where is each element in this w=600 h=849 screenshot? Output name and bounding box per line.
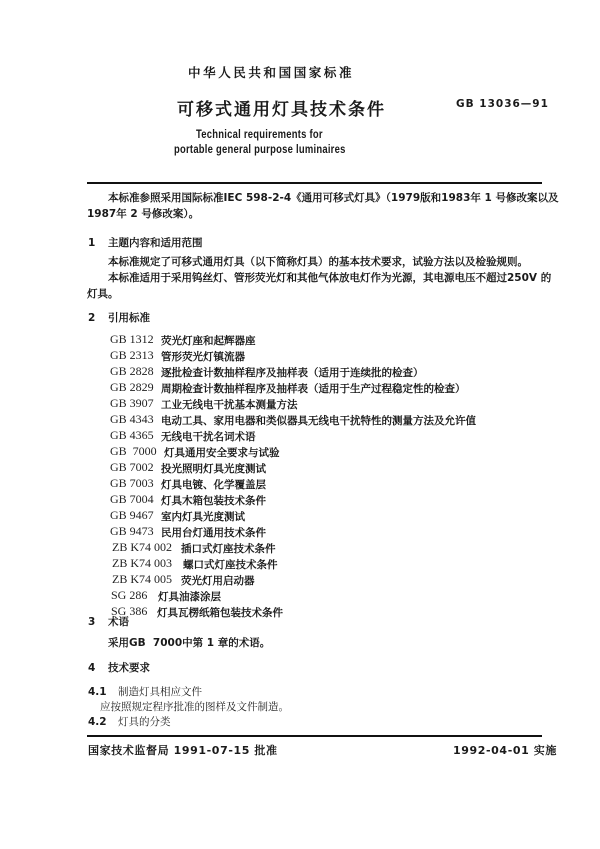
- reference-title: 无线电干扰名词术语: [161, 431, 256, 443]
- implementation-date: 1992-04-01 实施: [453, 744, 557, 757]
- subsection-4-1-text: 应按照规定程序批准的图样及文件制造。: [100, 701, 289, 713]
- reference-code: GB 2828: [110, 364, 154, 378]
- approval-date: 国家技术监督局 1991-07-15 批准: [88, 744, 278, 757]
- reference-title: 投光照明灯具光度测试: [161, 463, 266, 475]
- reference-title: 螺口式灯座技术条件: [183, 559, 278, 571]
- reference-code: GB 4365: [110, 428, 154, 442]
- reference-title: 灯具瓦楞纸箱包装技术条件: [157, 607, 283, 619]
- reference-title: 灯具木箱包装技术条件: [161, 495, 266, 507]
- reference-title: 工业无线电干扰基本测量方法: [161, 399, 298, 411]
- section-1-para-3: 灯具。: [87, 288, 119, 300]
- reference-title: 荧光灯座和起辉器座: [161, 335, 256, 347]
- top-divider: [87, 182, 542, 184]
- national-standard-label: 中华人民共和国国家标准: [188, 65, 355, 80]
- section-number: 2: [88, 312, 96, 324]
- subsection-4-2-heading: [88, 714, 171, 729]
- subsection-number: 4.1: [88, 686, 107, 698]
- subsection-title: 灯具的分类: [118, 716, 171, 728]
- reference-code: SG 386: [111, 604, 148, 618]
- reference-code: GB 2829: [110, 380, 154, 394]
- section-number: 3: [88, 616, 96, 628]
- reference-code: ZB K74 005: [112, 572, 172, 586]
- subsection-number: 4.2: [88, 716, 107, 728]
- reference-code: GB 9467: [110, 508, 154, 522]
- reference-code: GB 1312: [110, 332, 154, 346]
- intro-line-2: 1987年 2 号修改案）。: [87, 208, 200, 220]
- page-title: 可移式通用灯具技术条件: [177, 100, 386, 120]
- section-1-para-1: 本标准规定了可移式通用灯具（以下简称灯具）的基本技术要求，试验方法以及检验规则。: [108, 256, 528, 268]
- reference-title: 灯具油漆涂层: [158, 591, 221, 603]
- section-3-heading: [88, 614, 129, 629]
- reference-code: SG 286: [111, 588, 148, 602]
- reference-title: 插口式灯座技术条件: [181, 543, 276, 555]
- section-4-heading: [88, 660, 150, 675]
- reference-code: GB 7003: [110, 476, 154, 490]
- section-title: 引用标准: [108, 312, 150, 324]
- reference-code: ZB K74 002: [112, 540, 172, 554]
- reference-code: GB 7004: [110, 492, 154, 506]
- reference-title: 电动工具、家用电器和类似器具无线电干扰特性的测量方法及允许值: [161, 415, 476, 427]
- reference-code: GB 7000: [110, 444, 157, 458]
- intro-line-1: 本标准参照采用国际标准IEC 598-2-4《通用可移式灯具》（1979版和1983年 1 号修改案以及: [108, 192, 559, 204]
- section-number: 4: [88, 662, 96, 674]
- reference-title: 荧光灯用启动器: [181, 575, 255, 587]
- section-title: 主题内容和适用范围: [108, 237, 203, 249]
- reference-code: GB 7002: [110, 460, 154, 474]
- standard-number: GB 13036—91: [456, 98, 549, 110]
- section-3-para: 采用GB 7000中第 1 章的术语。: [108, 637, 271, 649]
- subsection-title: 制造灯具相应文件: [118, 686, 202, 698]
- english-title-line-2: portable general purpose luminaires: [174, 144, 346, 156]
- reference-title: 室内灯具光度测试: [161, 511, 245, 523]
- reference-title: 周期检查计数抽样程序及抽样表（适用于生产过程稳定性的检查）: [161, 383, 466, 395]
- section-title: 术语: [108, 616, 129, 628]
- reference-code: GB 2313: [110, 348, 154, 362]
- section-2-heading: [88, 310, 150, 325]
- bottom-divider: [87, 735, 542, 737]
- section-1-para-2: 本标准适用于采用钨丝灯、管形荧光灯和其他气体放电灯作为光源，其电源电压不超过250V 的: [108, 272, 552, 284]
- reference-title: 管形荧光灯镇流器: [161, 351, 245, 363]
- reference-code: GB 9473: [110, 524, 154, 538]
- reference-title: 灯具通用安全要求与试验: [164, 447, 280, 459]
- subsection-4-1-heading: [88, 684, 202, 699]
- section-title: 技术要求: [108, 662, 150, 674]
- section-1-heading: [88, 235, 203, 250]
- english-title-line-1: Technical requirements for: [196, 129, 323, 141]
- reference-title: 逐批检查计数抽样程序及抽样表（适用于连续批的检查）: [161, 367, 424, 379]
- reference-code: GB 4343: [110, 412, 154, 426]
- reference-code: GB 3907: [110, 396, 154, 410]
- section-number: 1: [88, 237, 96, 249]
- reference-title: 民用台灯通用技术条件: [161, 527, 266, 539]
- reference-code: ZB K74 003: [112, 556, 172, 570]
- reference-title: 灯具电镀、化学覆盖层: [161, 479, 266, 491]
